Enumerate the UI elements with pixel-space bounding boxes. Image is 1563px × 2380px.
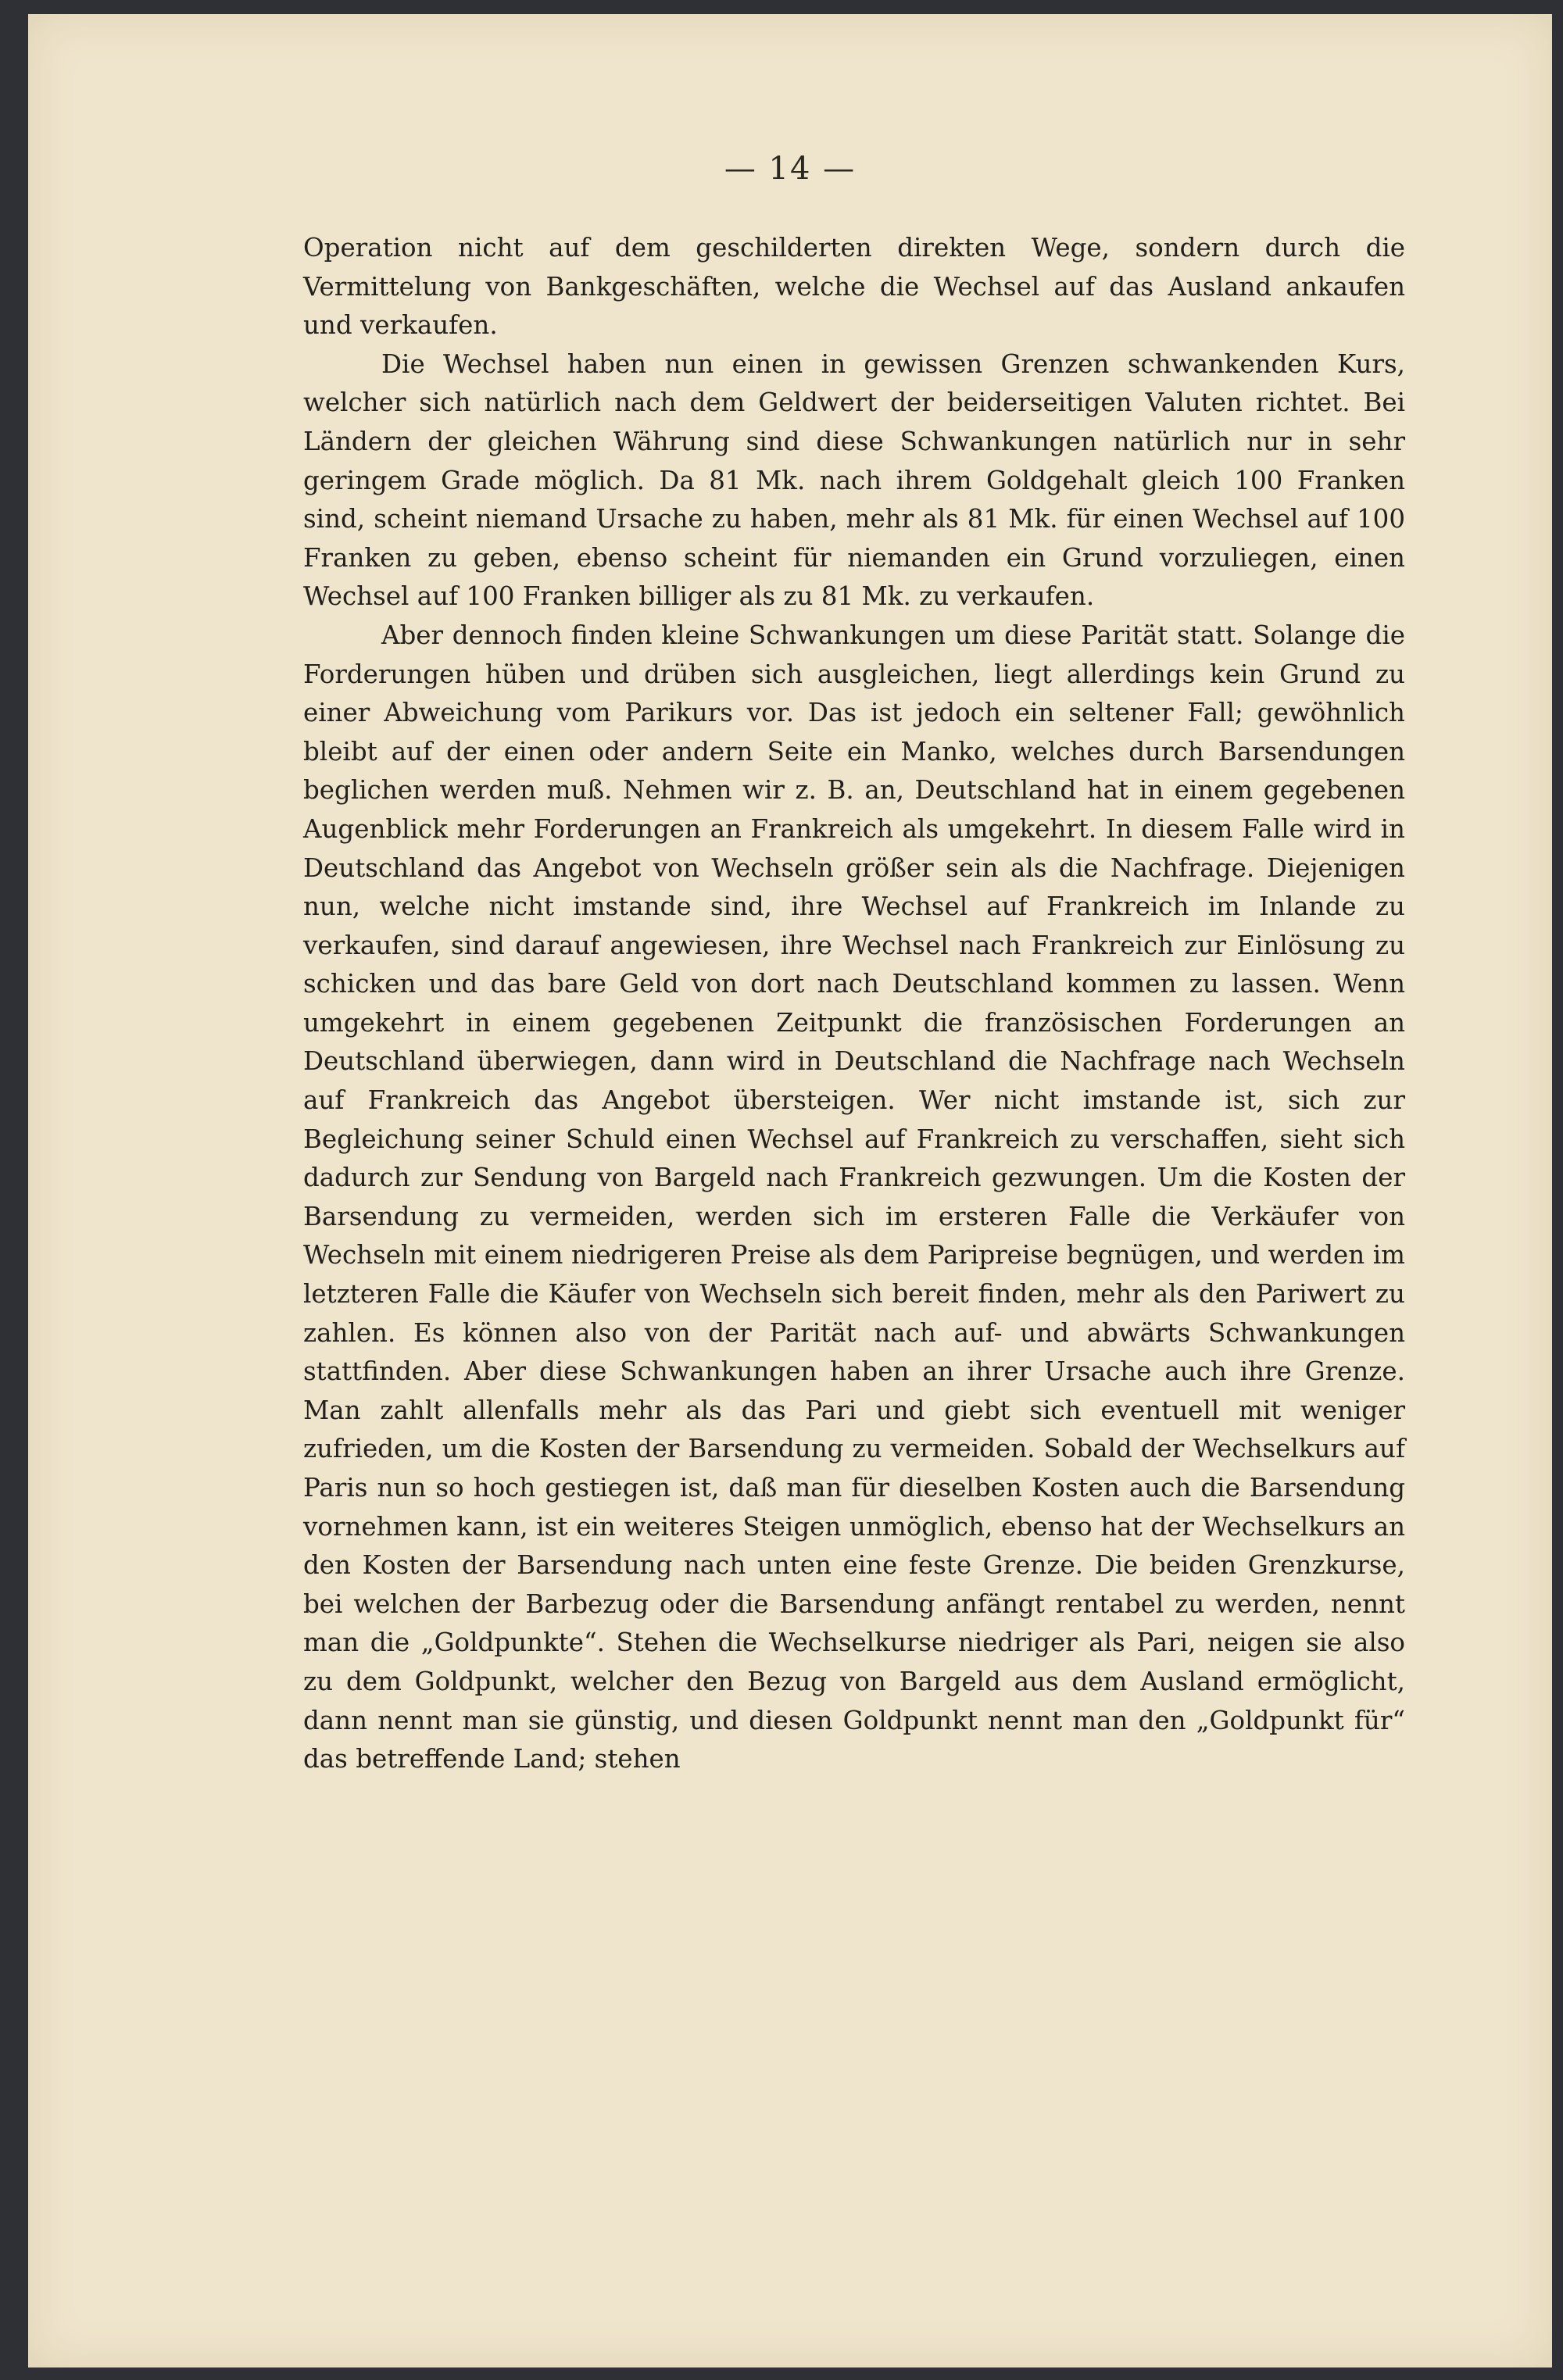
page-number: — 14 —	[724, 151, 857, 187]
body-text	[303, 229, 1405, 1779]
paragraph-3: Aber dennoch finden kleine Schwankungen um diese Parität statt. Solange die Forderungen hüben und drüben sich ausgleichen, liegt allerdings kein Grund zu einer Abweichung vom Parikurs vor. Das ist jedoch ein seltener Fall; gewöhnlich bleibt auf der einen oder andern Seite ein Manko, welches durch Barsendungen beglichen werden muß. Nehmen wir z. B. an, Deutschland hat in einem gegebenen Augenblick mehr Forderungen an Frankreich als umgekehrt. In diesem Falle wird in Deutschland das Angebot von Wechseln größer sein als die Nachfrage. Diejenigen nun, welche nicht imstande sind, ihre Wechsel auf Frankreich im Inlande zu verkaufen, sind darauf angewiesen, ihre Wechsel nach Frankreich zur Einlösung zu schicken und das bare Geld von dort nach Deutschland kommen zu lassen. Wenn umgekehrt in einem gegebenen Zeitpunkt die französischen Forderungen an Deutschland überwiegen, dann wird in Deutschland die Nachfrage nach Wechseln auf Frankreich das Angebot übersteigen. Wer nicht imstande ist, sich zur Begleichung seiner Schuld einen Wechsel auf Frankreich zu verschaffen, sieht sich dadurch zur Sendung von Bargeld nach Frankreich gezwungen. Um die Kosten der Barsendung zu vermeiden, werden sich im ersteren Falle die Verkäufer von Wechseln mit einem niedrigeren Preise als dem Paripreise begnügen, und werden im letzteren Falle die Käufer von Wechseln sich bereit finden, mehr als den Pariwert zu zahlen. Es können also von der Parität nach auf- und abwärts Schwankungen stattfinden. Aber diese Schwankungen haben an ihrer Ursache auch ihre Grenze. Man zahlt allenfalls mehr als das Pari und giebt sich eventuell mit weniger zufrieden, um die Kosten der Barsendung zu vermeiden. Sobald der Wechselkurs auf Paris nun so hoch gestiegen ist, daß man für dieselben Kosten auch die Barsendung vornehmen kann, ist ein weiteres Steigen unmöglich, ebenso hat der Wechselkurs an den Kosten der Barsendung nach unten eine feste Grenze. Die beiden Grenzkurse, bei welchen der Barbezug oder die Barsendung anfängt rentabel zu werden, nennt man die „Goldpunkte“. Stehen die Wechselkurse niedriger als Pari, neigen sie also zu dem Goldpunkt, welcher den Bezug von Bargeld aus dem Ausland ermöglicht, dann nennt man sie günstig, und diesen Goldpunkt nennt man den „Goldpunkt für“ das betreffende Land; stehen	[303, 620, 1405, 1774]
book-page	[28, 14, 1552, 2367]
paragraph-1: Operation nicht auf dem geschilderten direkten Wege, sondern durch die Vermittelung von Bankgeschäften, welche die Wechsel auf das Ausland ankaufen und verkaufen.	[303, 233, 1405, 341]
paragraph-2: Die Wechsel haben nun einen in gewissen Grenzen schwankenden Kurs, welcher sich natürlich nach dem Geldwert der beiderseitigen Valuten richtet. Bei Ländern der gleichen Währung sind diese Schwankungen natürlich nur in sehr geringem Grade möglich. Da 81 Mk. nach ihrem Goldgehalt gleich 100 Franken sind, scheint niemand Ursache zu haben, mehr als 81 Mk. für einen Wechsel auf 100 Franken zu geben, ebenso scheint für niemanden ein Grund vorzuliegen, einen Wechsel auf 100 Franken billiger als zu 81 Mk. zu verkaufen.	[303, 348, 1405, 612]
